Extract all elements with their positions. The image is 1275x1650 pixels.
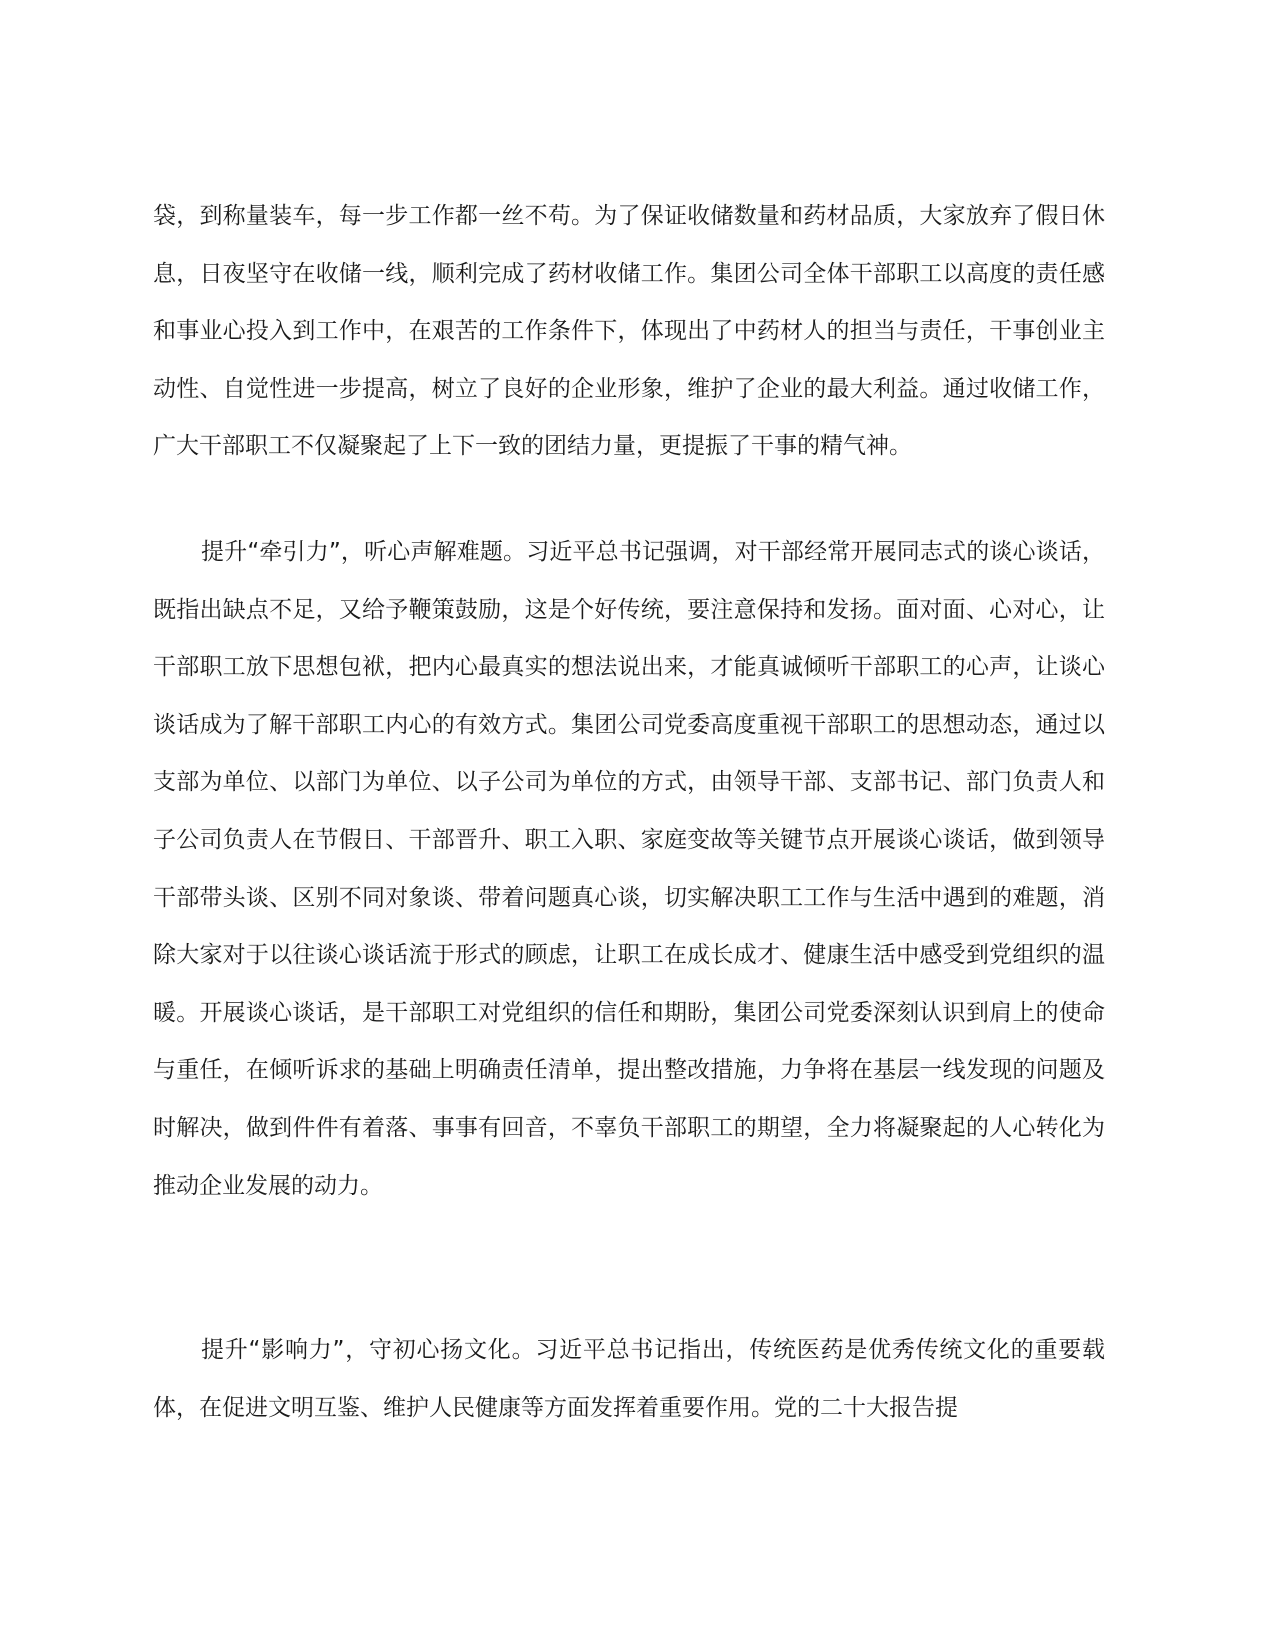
paragraph-continued: 袋，到称量装车，每一步工作都一丝不苟。为了保证收储数量和药材品质，大家放弃了假日休息，日夜坚守在收储一线，顺利完成了药材收储工作。集团公司全体干部职工以高度的责任感和事业心投入到工作中，在艰苦的工作条件下，体现出了中药材人的担当与责任，干事创业主动性、自觉性进一步提高，树立了良好的企业形象，维护了企业的最大利益。通过收储工作，广大干部职工不仅凝聚起了上下一致的团结力量，更提振了干事的精气神。 — [153, 203, 1105, 460]
paragraph-traction: 提升“牵引力”，听心声解难题。习近平总书记强调，对干部经常开展同志式的谈心谈话，既指出缺点不足，又给予鞭策鼓励，这是个好传统，要注意保持和发扬。面对面、心对心，让干部职工放下思想包袱，把内心最真实的想法说出来，才能真诚倾听干部职工的心声，让谈心谈话成为了解干部职工内心的有效方式。集团公司党委高度重视干部职工的思想动态，通过以支部为单位、以部门为单位、以子公司为单位的方式，由领导干部、支部书记、部门负责人和子公司负责人在节假日、干部晋升、职工入职、家庭变故等关键节点开展谈心谈话，做到领导干部带头谈、区别不同对象谈、带着问题真心谈，切实解决职工工作与生活中遇到的难题，消除大家对于以往谈心谈话流于形式的顾虑，让职工在成长成才、健康生活中感受到党组织的温暖。开展谈心谈话，是干部职工对党组织的信任和期盼，集团公司党委深刻认识到肩上的使命与重任，在倾听诉求的基础上明确责任清单，提出整改措施，力争将在基层一线发现的问题及时解决，做到件件有着落、事事有回音，不辜负干部职工的期望，全力将凝聚起的人心转化为推动企业发展的动力。 — [153, 539, 1105, 1199]
paragraph-influence: 提升“影响力”，守初心扬文化。习近平总书记指出，传统医药是优秀传统文化的重要载体，在促进文明互鉴、维护人民健康等方面发挥着重要作用。党的二十大报告提 — [153, 1337, 1105, 1421]
